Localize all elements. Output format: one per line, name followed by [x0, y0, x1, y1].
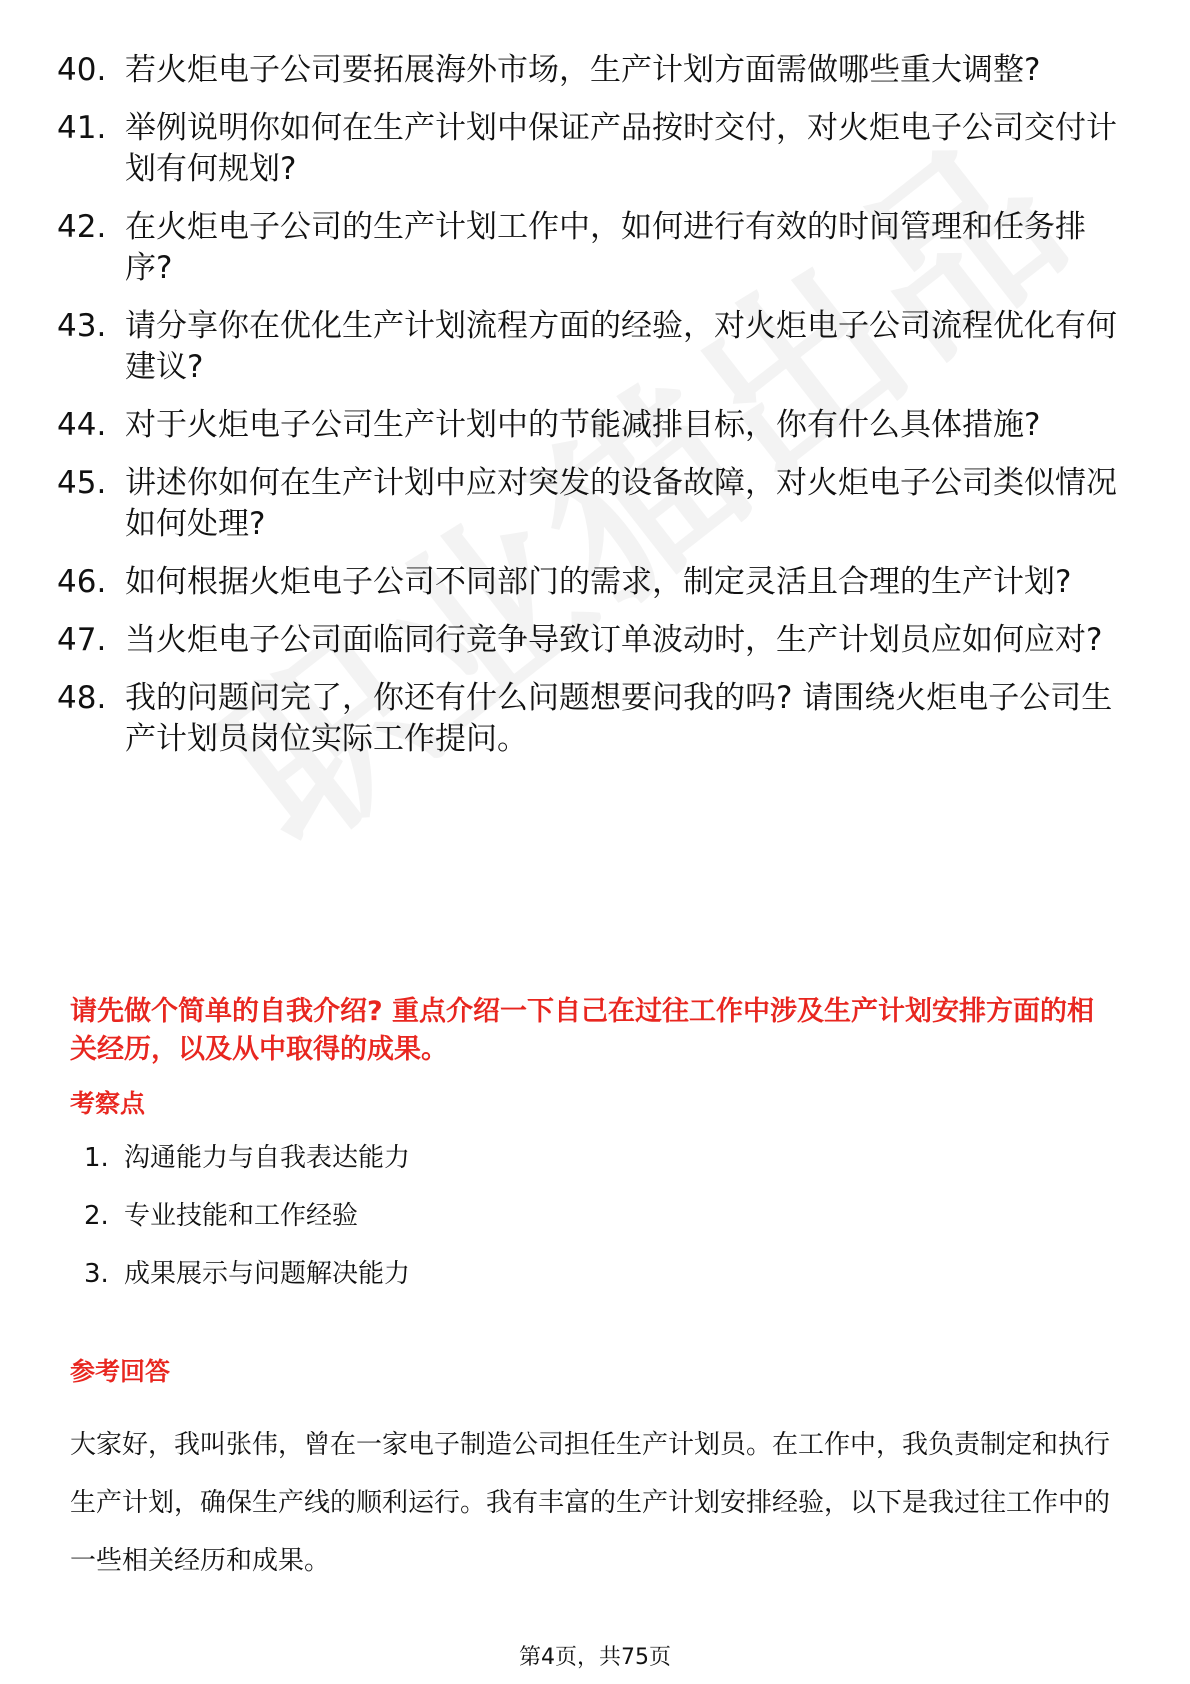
question-number: 47.: [57, 622, 107, 658]
question-text: 举例说明你如何在生产计划中保证产品按时交付，对火炬电子公司交付计划有何规划?: [125, 110, 1117, 187]
question-text: 如何根据火炬电子公司不同部门的需求，制定灵活且合理的生产计划?: [125, 564, 1072, 600]
question-number: 45.: [57, 465, 107, 501]
points-label: 考察点: [70, 1089, 146, 1118]
question-number: 48.: [57, 680, 107, 716]
page-number: 第4页，共75页: [519, 1645, 671, 1670]
point-text: 沟通能力与自我表达能力: [124, 1143, 411, 1173]
question-item: [57, 108, 1137, 190]
question-text: 请分享你在优化生产计划流程方面的经验，对火炬电子公司流程优化有何建议?: [125, 308, 1117, 385]
question-number: 42.: [57, 209, 107, 245]
point-number: 2.: [84, 1201, 109, 1231]
question-text: 对于火炬电子公司生产计划中的节能减排目标，你有什么具体措施?: [125, 407, 1041, 443]
question-text: 若火炬电子公司要拓展海外市场，生产计划方面需做哪些重大调整?: [125, 52, 1041, 88]
question-item: [57, 562, 1137, 603]
question-item: [57, 50, 1137, 91]
question-text: 在火炬电子公司的生产计划工作中，如何进行有效的时间管理和任务排序?: [125, 209, 1086, 286]
point-text: 专业技能和工作经验: [124, 1201, 359, 1231]
question-text: 讲述你如何在生产计划中应对突发的设备故障，对火炬电子公司类似情况如何处理?: [125, 465, 1117, 542]
section-title: 请先做个简单的自我介绍? 重点介绍一下自己在过往工作中涉及生产计划安排方面的相关经历，以及从中取得的成果。: [70, 996, 1095, 1065]
question-item: [57, 306, 1137, 388]
question-item: [57, 678, 1137, 760]
question-number: 41.: [57, 110, 107, 146]
answer-paragraph: 大家好，我叫张伟，曾在一家电子制造公司担任生产计划员。在工作中，我负责制定和执行生产计划，确保生产线的顺利运行。我有丰富的生产计划安排经验，以下是我过往工作中的一些相关经历和成果。: [70, 1430, 1111, 1576]
question-number: 43.: [57, 308, 107, 344]
point-text: 成果展示与问题解决能力: [124, 1259, 411, 1289]
question-text: 当火炬电子公司面临同行竞争导致订单波动时，生产计划员应如何应对?: [125, 622, 1103, 658]
question-number: 46.: [57, 564, 107, 600]
question-item: [57, 620, 1137, 661]
question-text: 我的问题问完了，你还有什么问题想要问我的吗? 请围绕火炬电子公司生产计划员岗位实际工作提问。: [125, 680, 1113, 757]
point-number: 3.: [84, 1259, 109, 1289]
question-number: 40.: [57, 52, 107, 88]
question-list: [57, 50, 1137, 777]
list-item: [84, 1200, 410, 1258]
question-item: [57, 463, 1137, 545]
point-number: 1.: [84, 1143, 109, 1173]
question-item: [57, 207, 1137, 289]
question-number: 44.: [57, 407, 107, 443]
question-item: [57, 405, 1137, 446]
list-item: [84, 1142, 410, 1200]
answer-label: 参考回答: [70, 1357, 171, 1386]
points-list: [84, 1142, 410, 1316]
list-item: [84, 1258, 410, 1316]
